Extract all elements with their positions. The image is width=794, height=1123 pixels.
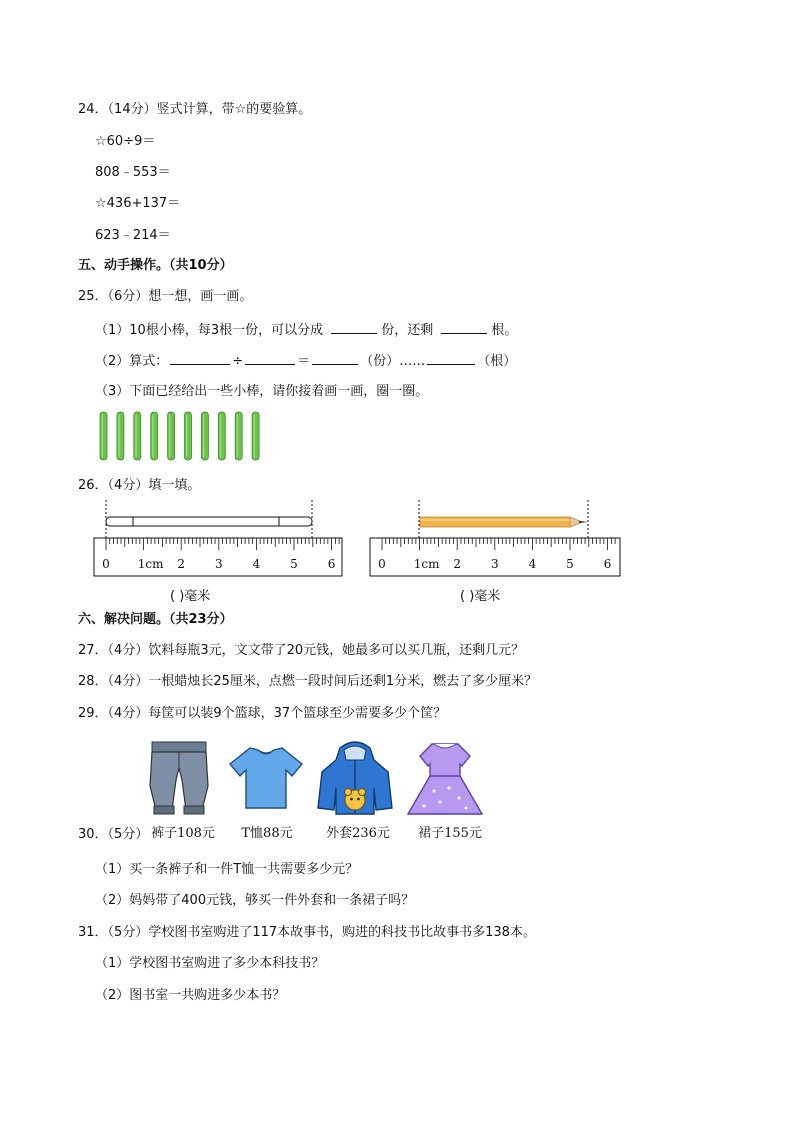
- dress-price-caption: 裙子155元: [418, 826, 482, 841]
- stick: [151, 412, 158, 460]
- ruler-label: 5: [566, 557, 574, 571]
- q25-part1-text-b: 份，还剩: [381, 323, 434, 338]
- stick: [252, 412, 259, 460]
- ruler-label: 5: [290, 557, 298, 571]
- ruler-label: 2: [453, 557, 462, 571]
- q31-part1: （1）学校图书室购进了多少本科技书？: [95, 956, 325, 971]
- stick-object: [106, 517, 312, 526]
- equals-sign: ＝: [297, 354, 311, 369]
- q27-text: 27．（4分）饮料每瓶3元，文文带了20元钱，她最多可以买几瓶，还剩几元？: [78, 643, 525, 658]
- q24-item-4: 623﹣214＝: [95, 228, 171, 243]
- ruler-label: 2: [177, 557, 186, 571]
- stick: [100, 412, 107, 460]
- jacket-icon: [316, 738, 394, 816]
- divide-sign: ÷: [232, 354, 244, 369]
- ruler-right: [370, 500, 622, 580]
- q26-answer-1: ( )毫米: [170, 589, 211, 604]
- ruler-label: 3: [214, 557, 223, 571]
- ruler: [94, 538, 342, 576]
- stick: [134, 412, 141, 460]
- q30-part2: （2）妈妈带了400元钱，够买一件外套和一条裙子吗？: [95, 893, 415, 908]
- answer-blank[interactable]: [312, 351, 358, 365]
- stick: [218, 412, 225, 460]
- q30-title: 30．（5分）: [78, 827, 149, 842]
- ruler-label: 0: [102, 557, 110, 571]
- stick: [235, 412, 242, 460]
- q24-item-1: ☆60÷9＝: [95, 134, 156, 149]
- ruler-left: [94, 500, 344, 580]
- sticks-figure: [96, 410, 271, 464]
- ruler-label: 4: [528, 557, 537, 571]
- q24-item-3: ☆436+137＝: [95, 196, 181, 211]
- q25-title: 25．（6分）想一想，画一画。: [78, 289, 253, 304]
- answer-blank[interactable]: [245, 351, 295, 365]
- q31-part2: （2）图书室一共购进多少本书？: [95, 988, 286, 1003]
- pants-price-caption: 裤子108元: [151, 826, 215, 841]
- ruler-label: 1cm: [137, 557, 164, 571]
- ruler: [370, 538, 620, 576]
- q25-part2-unit1: （份）……: [360, 354, 426, 369]
- q25-part1: [95, 320, 517, 340]
- section-6-heading: 六、解决问题。（共23分）: [78, 612, 233, 627]
- q25-part1-text-c: 根。: [491, 323, 518, 338]
- q31-title: 31．（5分）学校图书室购进了117本故事书，购进的科技书比故事书多138本。: [78, 925, 536, 940]
- stick: [201, 412, 208, 460]
- ruler-label: 3: [490, 557, 499, 571]
- stick: [168, 412, 175, 460]
- ruler-label: 4: [252, 557, 261, 571]
- answer-blank[interactable]: [441, 320, 487, 334]
- q25-part1-text-a: （1）10根小棒，每3根一份，可以分成: [95, 323, 324, 338]
- ruler-label: 0: [378, 557, 386, 571]
- q24-title: 24．（14分）竖式计算，带☆的要验算。: [78, 102, 312, 117]
- stick: [185, 412, 192, 460]
- section-5-heading: 五、动手操作。（共10分）: [78, 258, 233, 273]
- q25-part2-unit2: （根）: [477, 354, 517, 369]
- answer-blank[interactable]: [331, 320, 377, 334]
- q24-item-2: 808﹣553＝: [95, 165, 171, 180]
- pants-icon: [146, 740, 212, 816]
- pencil-icon: [420, 517, 588, 527]
- q26-answer-2: ( )毫米: [460, 589, 501, 604]
- dress-icon: [404, 736, 486, 818]
- answer-blank[interactable]: [427, 351, 475, 365]
- q25-part3: （3）下面已经给出一些小棒，请你接着画一画，圈一圈。: [95, 384, 429, 399]
- q26-title: 26．（4分）填一填。: [78, 478, 201, 493]
- q30-part1: （1）买一条裤子和一件T恤一共需要多少元？: [95, 862, 359, 877]
- q29-text: 29．（4分）每筐可以装9个篮球，37个篮球至少需要多少个筐？: [78, 706, 447, 721]
- ruler-label: 6: [327, 557, 336, 571]
- answer-blank[interactable]: [170, 351, 230, 365]
- jacket-price-caption: 外套236元: [326, 826, 390, 841]
- stick: [117, 412, 124, 460]
- tshirt-icon: [228, 746, 304, 810]
- ruler-label: 1cm: [413, 557, 440, 571]
- q25-part2: [95, 351, 516, 371]
- tshirt-price-caption: T恤88元: [241, 826, 293, 841]
- q25-part2-text: （2）算式：: [95, 354, 169, 369]
- ruler-label: 6: [603, 557, 612, 571]
- q28-text: 28．（4分）一根蜡烛长25厘米，点燃一段时间后还剩1分米，燃去了多少厘米？: [78, 674, 538, 689]
